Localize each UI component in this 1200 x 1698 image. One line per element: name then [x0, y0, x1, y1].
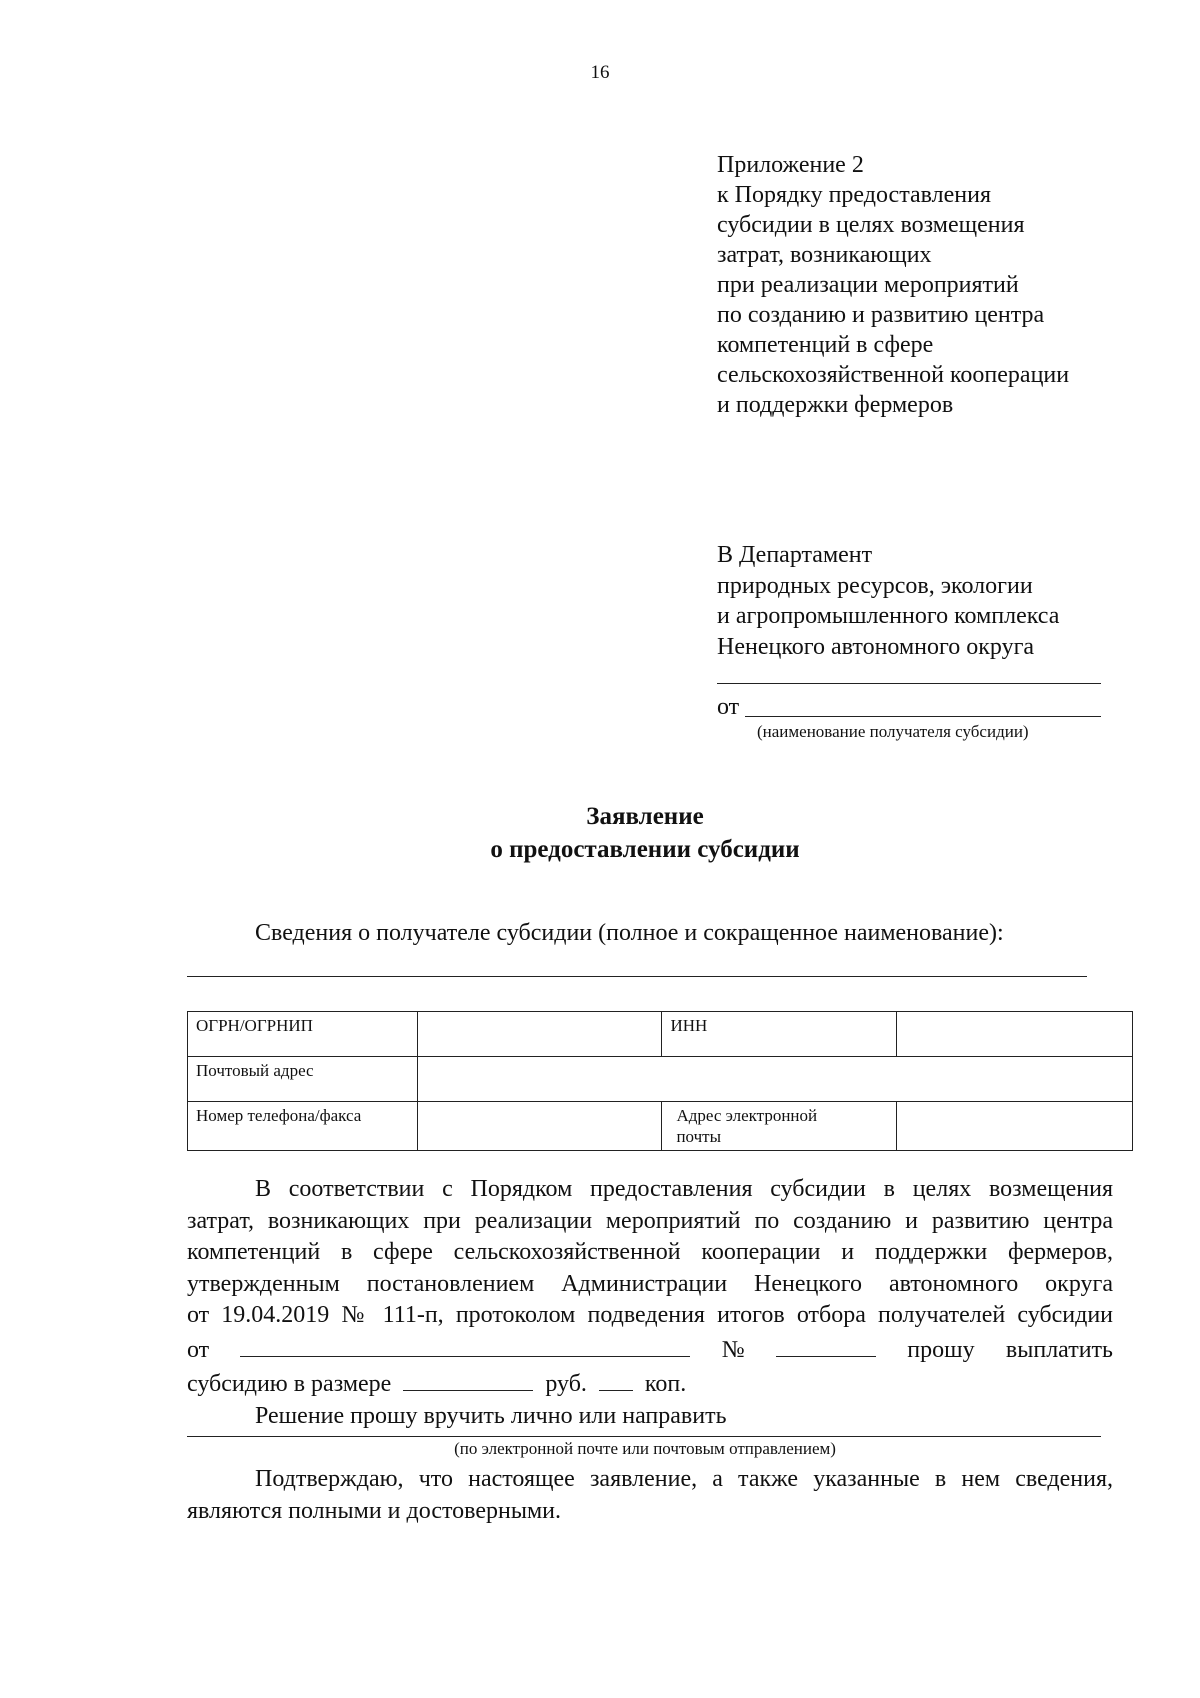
protocol-date-blank[interactable]	[240, 1332, 690, 1357]
appendix-line: и поддержки фермеров	[717, 392, 954, 418]
from-word: от	[187, 1336, 210, 1363]
body-line: В соответствии с Порядком предоставления субсидии в целях возмещения	[255, 1176, 1113, 1202]
addressee-line: Ненецкого автономного округа	[717, 633, 1035, 660]
protocol-date-row	[187, 1332, 1113, 1367]
delivery-method-caption: (по электронной почте или почтовым отправлением)	[454, 1439, 836, 1458]
addressee-line: В Департамент	[717, 542, 873, 568]
appendix-line: по созданию и развитию центра	[717, 302, 1045, 328]
appendix-line: субсидии в целях возмещения	[717, 212, 1025, 238]
appendix-line: при реализации мероприятий	[717, 272, 1019, 298]
amount-row	[187, 1366, 1113, 1401]
addressee-line: и агропромышленного комплекса	[717, 603, 1060, 629]
ogrn-value-cell[interactable]	[417, 1012, 662, 1057]
recipient-name-line[interactable]	[187, 976, 1087, 977]
kop-label: коп.	[644, 1371, 687, 1397]
appendix-block	[717, 150, 1069, 420]
amount-rub-blank[interactable]	[403, 1366, 533, 1391]
body-line: утвержденным постановлением Администрации Ненецкого автономного округа	[187, 1270, 1113, 1297]
confirmation-line: являются полными и достоверными.	[187, 1497, 561, 1524]
phone-fax-value-cell[interactable]	[417, 1102, 662, 1151]
addressee-line: природных ресурсов, экологии	[717, 572, 1033, 599]
ask-word: прошу	[907, 1336, 975, 1363]
body-line: компетенций в сфере сельскохозяйственной кооперации и поддержки фермеров,	[187, 1239, 1113, 1265]
sender-blank-line-2[interactable]	[745, 716, 1101, 717]
document-title: Заявление	[586, 803, 704, 830]
document-subtitle: о предоставлении субсидии	[490, 836, 800, 863]
amount-prefix: субсидию в размере	[187, 1371, 392, 1397]
addressee-block	[717, 540, 1059, 662]
inn-label: ИНН	[662, 1012, 897, 1057]
amount-kop-blank[interactable]	[599, 1366, 633, 1391]
appendix-line: Приложение 2	[717, 152, 864, 178]
postal-address-label: Почтовый адрес	[188, 1057, 418, 1102]
recipient-info-label: Сведения о получателе субсидии (полное и сокращенное наименование):	[255, 920, 1004, 946]
from-label: от	[717, 694, 740, 720]
email-value-cell[interactable]	[897, 1102, 1133, 1151]
recipient-info-table	[187, 1011, 1133, 1151]
pay-word: выплатить	[1005, 1336, 1113, 1363]
body-paragraph	[187, 1174, 1113, 1432]
postal-address-value-cell[interactable]	[417, 1057, 1132, 1102]
sender-blank-line-1[interactable]	[717, 683, 1101, 684]
confirmation-line: Подтверждаю, что настоящее заявление, а также указанные в нем сведения,	[255, 1466, 1113, 1492]
delivery-method-line[interactable]	[187, 1436, 1101, 1437]
appendix-line: компетенций в сфере	[717, 332, 934, 358]
appendix-line: затрат, возникающих	[717, 242, 932, 268]
appendix-line: к Порядку предоставления	[717, 182, 992, 208]
rub-label: руб.	[545, 1371, 587, 1397]
protocol-number-blank[interactable]	[776, 1332, 876, 1357]
body-line: затрат, возникающих при реализации мероприятий по созданию и развитию центра	[187, 1207, 1113, 1234]
from-caption: (наименование получателя субсидии)	[757, 722, 1029, 741]
inn-value-cell[interactable]	[897, 1012, 1133, 1057]
ogrn-label: ОГРН/ОГРНИП	[188, 1012, 418, 1057]
number-sign: №	[721, 1336, 745, 1363]
confirmation-paragraph	[187, 1464, 1113, 1527]
page-number: 16	[590, 62, 610, 83]
phone-fax-label: Номер телефона/факса	[188, 1102, 418, 1151]
body-line: от 19.04.2019 № 111-п, протоколом подведения итогов отбора получателей субсидии	[187, 1302, 1113, 1328]
decision-text: Решение прошу вручить лично или направить	[255, 1402, 727, 1429]
appendix-line: сельскохозяйственной кооперации	[717, 362, 1070, 388]
email-label: Адрес электронной почты	[662, 1102, 897, 1151]
